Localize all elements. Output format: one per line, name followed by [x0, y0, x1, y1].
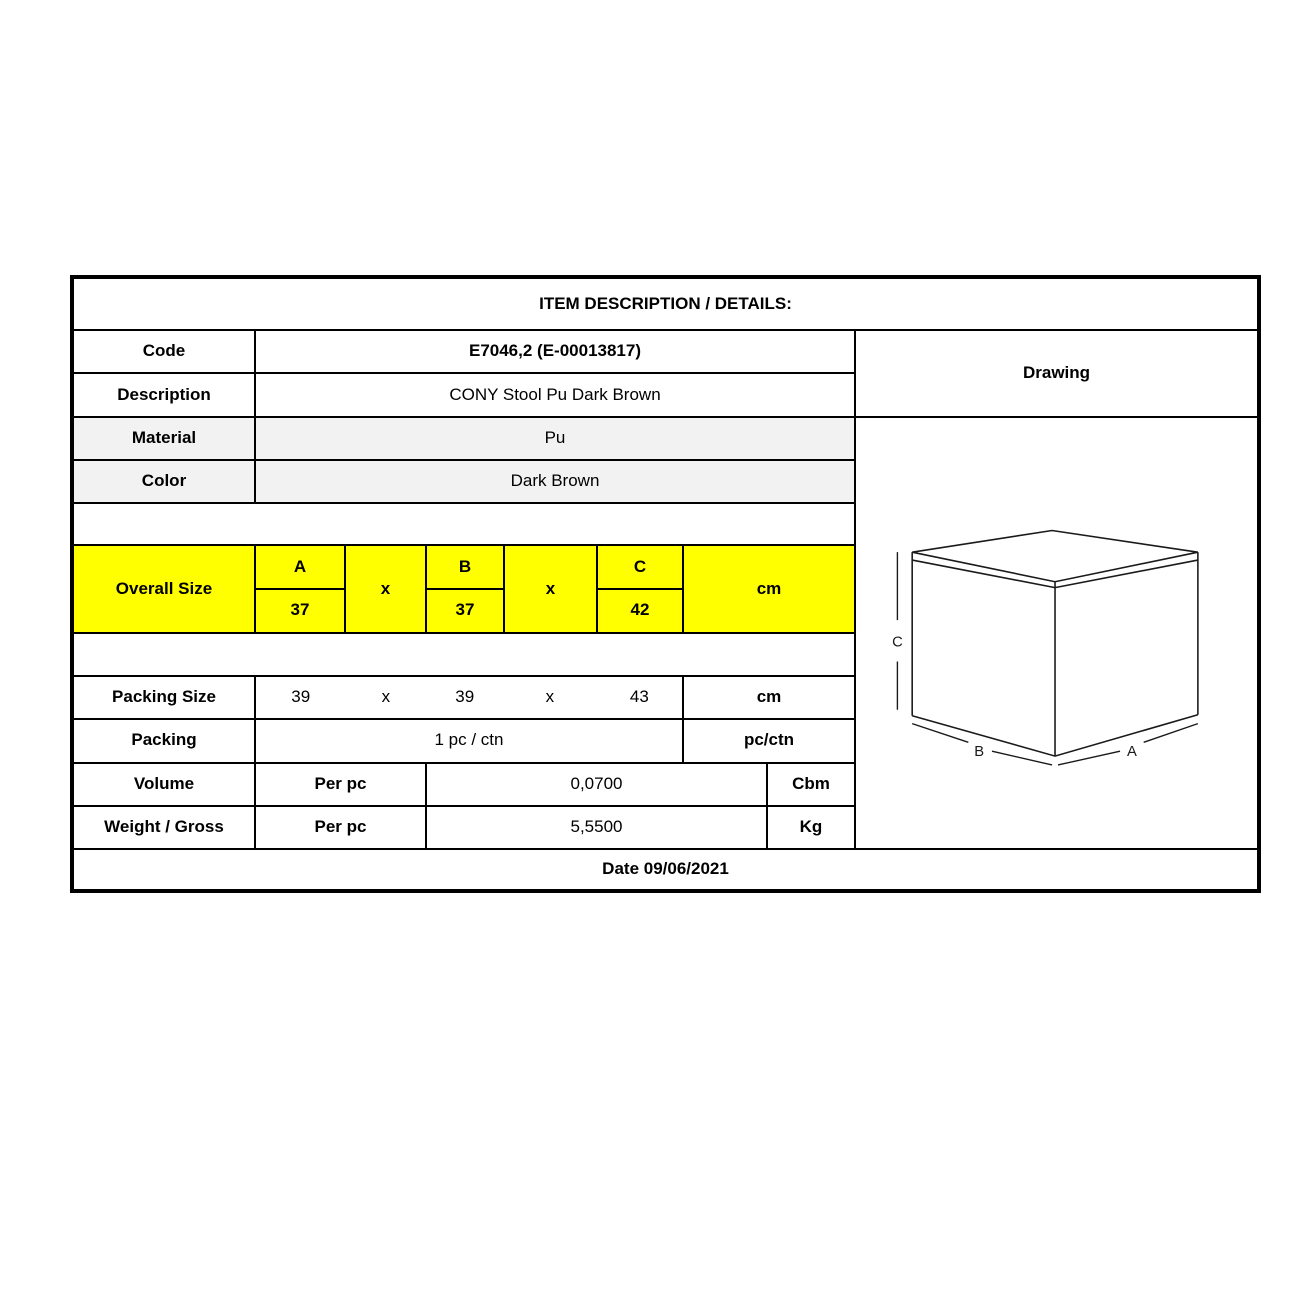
- packing-size-c: 43: [629, 686, 649, 706]
- volume-label: Volume: [72, 763, 255, 806]
- overall-separator-1: x: [345, 545, 426, 633]
- overall-dim-a-name: A: [255, 545, 345, 589]
- overall-dim-c-value: 42: [597, 589, 683, 633]
- packing-size-label: Packing Size: [72, 676, 255, 719]
- packing-size-b: 39: [455, 686, 475, 706]
- weight-value: 5,5500: [426, 806, 767, 849]
- packing-size-unit: cm: [683, 676, 855, 719]
- description-value: CONY Stool Pu Dark Brown: [255, 373, 855, 417]
- weight-label: Weight / Gross: [72, 806, 255, 849]
- dimension-label-c: C: [891, 634, 903, 651]
- overall-dim-b-name: B: [426, 545, 504, 589]
- packing-label: Packing: [72, 719, 255, 763]
- dimension-label-b: B: [973, 744, 984, 761]
- overall-dim-a-value: 37: [255, 589, 345, 633]
- spacer-row: [72, 633, 855, 676]
- packing-size-values: [255, 676, 683, 719]
- volume-value: 0,0700: [426, 763, 767, 806]
- drawing-cell: [855, 417, 1259, 849]
- packing-size-values-row: [256, 688, 682, 707]
- description-label: Description: [72, 373, 255, 417]
- overall-dim-b-value: 37: [426, 589, 504, 633]
- code-label: Code: [72, 330, 255, 373]
- material-label: Material: [72, 417, 255, 460]
- item-spec-sheet: [70, 275, 1261, 893]
- weight-basis: Per pc: [255, 806, 426, 849]
- packing-size-sep-2: x: [545, 686, 555, 706]
- stool-box-drawing: [858, 418, 1256, 843]
- item-spec-table: [70, 275, 1261, 893]
- overall-size-unit: cm: [683, 545, 855, 633]
- packing-size-a: 39: [291, 686, 311, 706]
- date-line: Date 09/06/2021: [72, 849, 1259, 891]
- packing-unit: pc/ctn: [683, 719, 855, 763]
- overall-size-label: Overall Size: [72, 545, 255, 633]
- packing-size-sep-1: x: [381, 686, 391, 706]
- drawing-section-label: Drawing: [855, 330, 1259, 417]
- material-value: Pu: [255, 417, 855, 460]
- box-top-face: [912, 531, 1198, 582]
- code-value: E7046,2 (E-00013817): [255, 330, 855, 373]
- dimension-label-a: A: [1126, 744, 1137, 761]
- spacer-row: [72, 503, 855, 545]
- packing-value: 1 pc / ctn: [255, 719, 683, 763]
- overall-dim-c-name: C: [597, 545, 683, 589]
- weight-unit: Kg: [767, 806, 855, 849]
- overall-separator-2: x: [504, 545, 597, 633]
- volume-basis: Per pc: [255, 763, 426, 806]
- color-value: Dark Brown: [255, 460, 855, 503]
- table-title: ITEM DESCRIPTION / DETAILS:: [72, 277, 1259, 330]
- color-label: Color: [72, 460, 255, 503]
- volume-unit: Cbm: [767, 763, 855, 806]
